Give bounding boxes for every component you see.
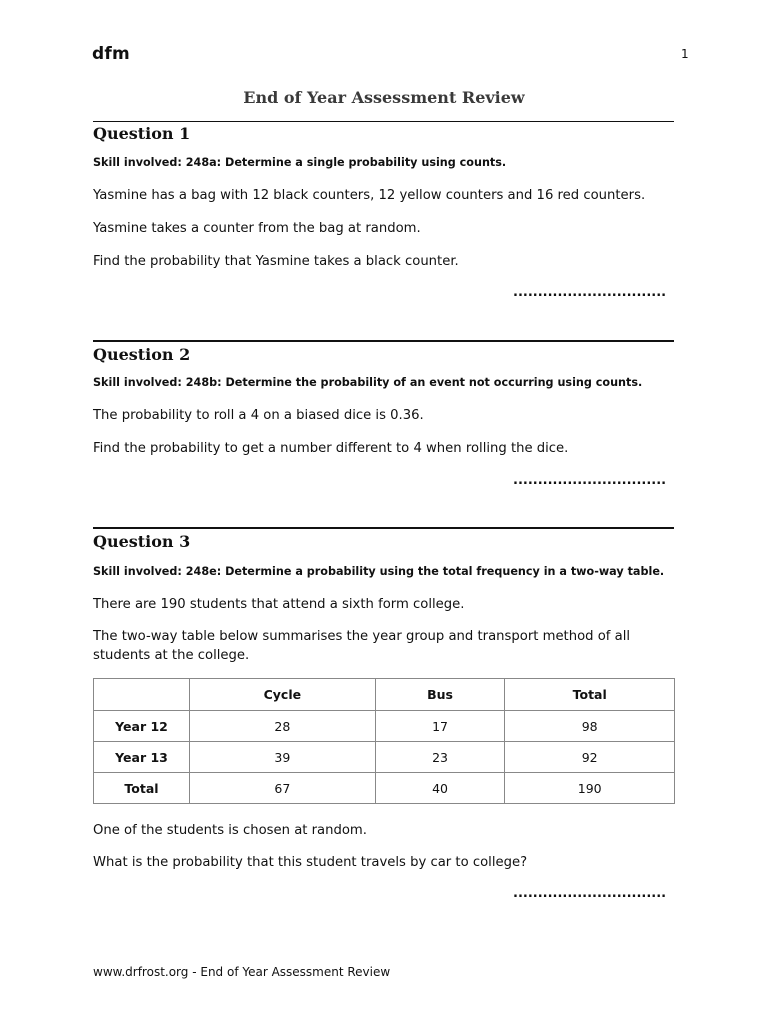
two-way-table <box>93 678 675 804</box>
question-3-skill: Skill involved: 248e: Determine a probability using the total frequency in a two-way table. <box>93 565 665 578</box>
table-column-header: Total <box>505 679 675 711</box>
table-row <box>94 711 675 742</box>
document-title: End of Year Assessment Review <box>243 88 525 107</box>
question-1-skill: Skill involved: 248a: Determine a single probability using counts. <box>93 156 507 169</box>
question-3-text-4: What is the probability that this student travels by car to college? <box>93 855 528 870</box>
question-3-rule <box>93 527 674 529</box>
table-row <box>94 742 675 773</box>
table-column-header: Cycle <box>190 679 376 711</box>
question-1-answer-line: ............................... <box>513 285 667 300</box>
question-3-answer-line: ............................... <box>513 886 667 901</box>
question-2-rule <box>93 340 674 342</box>
table-cell: 23 <box>375 742 505 773</box>
table-row-header: Total <box>94 773 190 804</box>
table-cell: 92 <box>505 742 675 773</box>
question-3-text-3: One of the students is chosen at random. <box>93 823 367 838</box>
table-row <box>94 773 675 804</box>
table-cell: 67 <box>190 773 376 804</box>
table-cell: 98 <box>505 711 675 742</box>
table-row-header: Year 13 <box>94 742 190 773</box>
question-3-heading: Question 3 <box>93 532 191 551</box>
question-1-text-1: Yasmine has a bag with 12 black counters, 12 yellow counters and 16 red counters. <box>93 188 646 203</box>
question-2-answer-line: ............................... <box>513 473 667 488</box>
question-1-text-2: Yasmine takes a counter from the bag at random. <box>93 221 421 236</box>
logo: dfm <box>92 44 130 64</box>
question-3-text-1: There are 190 students that attend a sixth form college. <box>93 597 465 612</box>
question-3-text-2: The two-way table below summarises the year group and transport method of all students at the college. <box>93 629 631 663</box>
question-2-text-1: The probability to roll a 4 on a biased dice is 0.36. <box>93 408 424 423</box>
page-number: 1 <box>681 47 689 61</box>
table-header-row <box>94 679 675 711</box>
table-corner-cell <box>94 679 190 711</box>
table-cell: 28 <box>190 711 376 742</box>
table-column-header: Bus <box>375 679 505 711</box>
question-2-text-2: Find the probability to get a number different to 4 when rolling the dice. <box>93 441 569 456</box>
question-2-heading: Question 2 <box>93 345 191 364</box>
table-cell: 40 <box>375 773 505 804</box>
question-1-heading: Question 1 <box>93 124 191 143</box>
footer: www.drfrost.org - End of Year Assessment Review <box>93 965 391 979</box>
question-1-text-3: Find the probability that Yasmine takes a black counter. <box>93 254 459 269</box>
table-cell: 190 <box>505 773 675 804</box>
question-2-skill: Skill involved: 248b: Determine the probability of an event not occurring using counts. <box>93 376 643 389</box>
table-cell: 39 <box>190 742 376 773</box>
table-cell: 17 <box>375 711 505 742</box>
title-rule <box>93 121 674 122</box>
table-row-header: Year 12 <box>94 711 190 742</box>
